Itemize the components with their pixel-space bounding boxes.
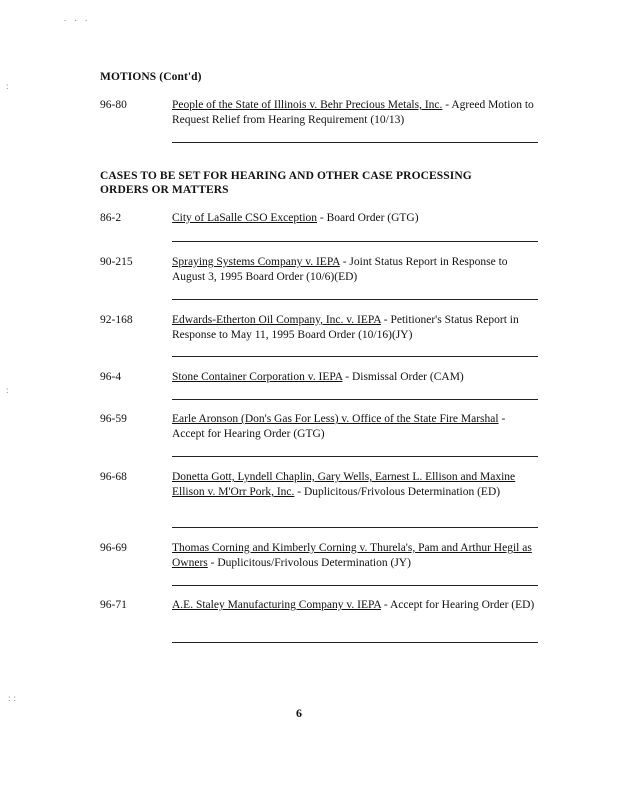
- case-description: [172, 313, 540, 343]
- case-number: 96-80: [100, 99, 127, 111]
- entry-rule: [172, 456, 538, 457]
- case-description: [172, 255, 540, 285]
- case-number: 96-69: [100, 542, 127, 554]
- entry-rule: [172, 399, 538, 400]
- case-action: - Agreed Motion to Request Relief from Hearing Requirement (10/13): [172, 99, 534, 126]
- case-number: 92-168: [100, 314, 133, 326]
- case-action: - Petitioner's Status Report in Response to May 11, 1995 Board Order (10/16)(JY): [172, 314, 519, 341]
- case-title: A.E. Staley Manufacturing Company v. IEPA: [172, 599, 381, 611]
- entry-rule: [172, 585, 538, 586]
- case-title: City of LaSalle CSO Exception: [172, 212, 318, 224]
- entry-rule: [172, 642, 538, 643]
- case-title: Stone Container Corporation v. IEPA: [172, 371, 343, 383]
- case-action: - Accept for Hearing Order (ED): [381, 599, 535, 611]
- case-title: Earle Aronson (Don's Gas For Less) v. Office of the State Fire Marshal: [172, 413, 499, 425]
- case-number: 96-4: [100, 371, 122, 383]
- page-number: 6: [296, 706, 302, 720]
- case-number: 96-59: [100, 413, 127, 425]
- cases-heading: CASES TO BE SET FOR HEARING AND OTHER CASE PROCESSING ORDERS OR MATTERS: [100, 170, 472, 196]
- case-title: Edwards-Etherton Oil Company, Inc. v. IEPA: [172, 314, 381, 326]
- case-number: 90-215: [100, 256, 133, 268]
- case-description: [172, 412, 540, 442]
- case-description: [172, 370, 540, 385]
- case-description: [172, 98, 540, 128]
- case-action: - Accept for Hearing Order (GTG): [172, 413, 506, 440]
- case-action: - Board Order (GTG): [317, 212, 419, 224]
- case-number: 86-2: [100, 212, 122, 224]
- case-title: Thomas Corning and Kimberly Corning v. Thurela's, Pam and Arthur Hegil as Owners: [172, 542, 532, 569]
- entry-rule: [172, 142, 538, 143]
- scan-speck-left-2: :: [6, 385, 12, 395]
- case-description: [172, 211, 540, 226]
- entry-rule: [172, 241, 538, 242]
- case-title: Spraying Systems Company v. IEPA: [172, 256, 340, 268]
- case-action: - Duplicitous/Frivolous Determination (JY): [207, 557, 411, 569]
- entry-rule: [172, 356, 538, 357]
- scan-speck-left-1: :: [6, 81, 12, 91]
- case-action: - Duplicitous/Frivolous Determination (ED): [294, 486, 501, 498]
- entry-rule: [172, 299, 538, 300]
- case-action: - Dismissal Order (CAM): [342, 371, 464, 383]
- entry-rule: [172, 527, 538, 528]
- scan-speck-top: . . .: [64, 13, 91, 23]
- case-action: - Joint Status Report in Response to August 3, 1995 Board Order (10/6)(ED): [172, 256, 508, 283]
- motions-heading: MOTIONS (Cont'd): [100, 71, 202, 83]
- case-description: [172, 470, 540, 500]
- case-number: 96-68: [100, 471, 127, 483]
- case-description: [172, 541, 540, 571]
- case-title: People of the State of Illinois v. Behr Precious Metals, Inc.: [172, 99, 443, 111]
- case-description: [172, 598, 540, 613]
- case-number: 96-71: [100, 599, 127, 611]
- case-title: Donetta Gott, Lyndell Chaplin, Gary Wells, Earnest L. Ellison and Maxine Ellison v. M'Orr Pork, Inc.: [172, 471, 516, 498]
- scan-speck-bottom: ::: [8, 693, 20, 703]
